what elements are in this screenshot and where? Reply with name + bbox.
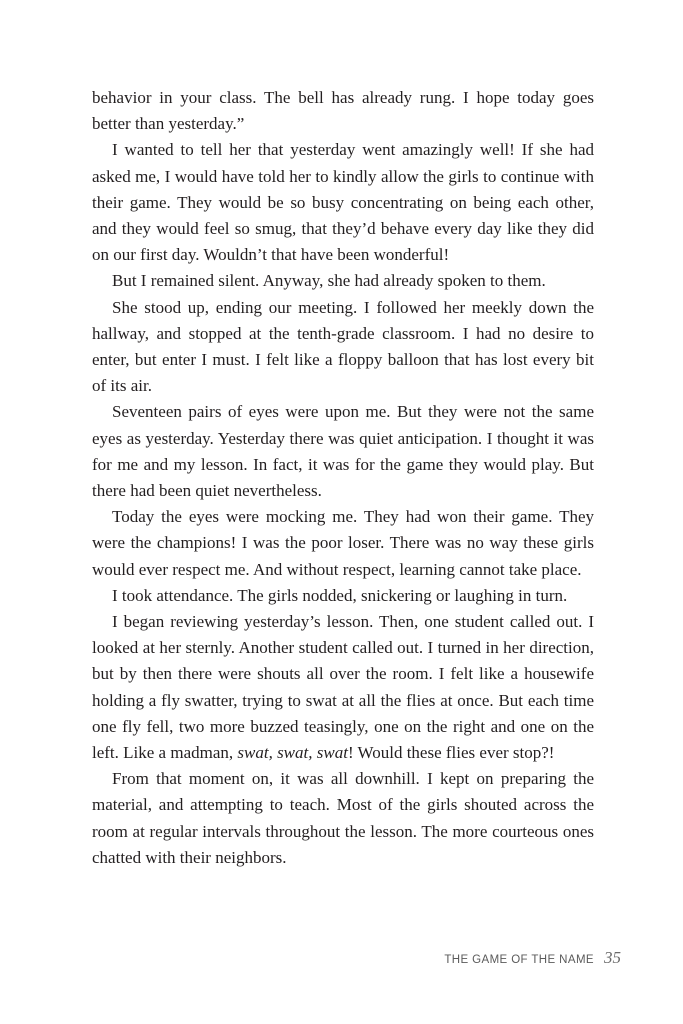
paragraph-6: Today the eyes were mocking me. They had won their game. They were the champions! I was the poor loser. There was no way these girls would ever respect me. And without respect, learning cannot take place. [92,507,594,579]
paragraph-8-italic: swat, swat, swat [237,743,348,763]
paragraph-3: But I remained silent. Anyway, she had already spoken to them. [112,271,546,291]
paragraph-7: I took attendance. The girls nodded, snickering or laughing in turn. [112,585,568,605]
paragraph-8-end: ! Would these flies ever stop?! [347,743,555,763]
page-footer [444,948,621,968]
paragraph-9: From that moment on, it was all downhill. I kept on preparing the material, and attempting to teach. Most of the girls shouted across the room at regular intervals throughout the lesson. The more courteous ones chatted with their neighbors. [92,769,594,867]
body-text [92,85,594,871]
paragraph-4: She stood up, ending our meeting. I followed her meekly down the hallway, and stopped at the tenth-grade classroom. I had no desire to enter, but enter I must. I felt like a floppy balloon that has lost every bit of its air. [92,297,594,396]
page-number: 35 [604,948,621,967]
paragraph-5: Seventeen pairs of eyes were upon me. But they were not the same eyes as yesterday. Yesterday there was quiet anticipation. I thought it was for me and my lesson. In fact, it was for the game they would play. But there had been quiet nevertheless. [92,402,594,501]
paragraph-8 [92,609,594,766]
paragraph-2: I wanted to tell her that yesterday went amazingly well! If she had asked me, I would have told her to kindly allow the girls to continue with their game. They would be so busy concentrating on being each other, and they would feel so smug, that they’d behave every day like they did on our first day. Wouldn’t that have been wonderful! [92,140,594,265]
running-head: THE GAME OF THE NAME [444,954,594,966]
paragraph-1: behavior in your class. The bell has already rung. I hope today goes better than yesterday.” [92,88,594,134]
paragraph-8-text: I began reviewing yesterday’s lesson. Then, one student called out. I looked at her sternly. Another student called out. I turned in her direction, but by then there were shouts all over the room. I felt like a housewife holding a fly swatter, trying to swat at all the flies at once. But each time one fly fell, two more buzzed teasingly, one on the right and one on the left. Like a madman, [92,612,594,763]
